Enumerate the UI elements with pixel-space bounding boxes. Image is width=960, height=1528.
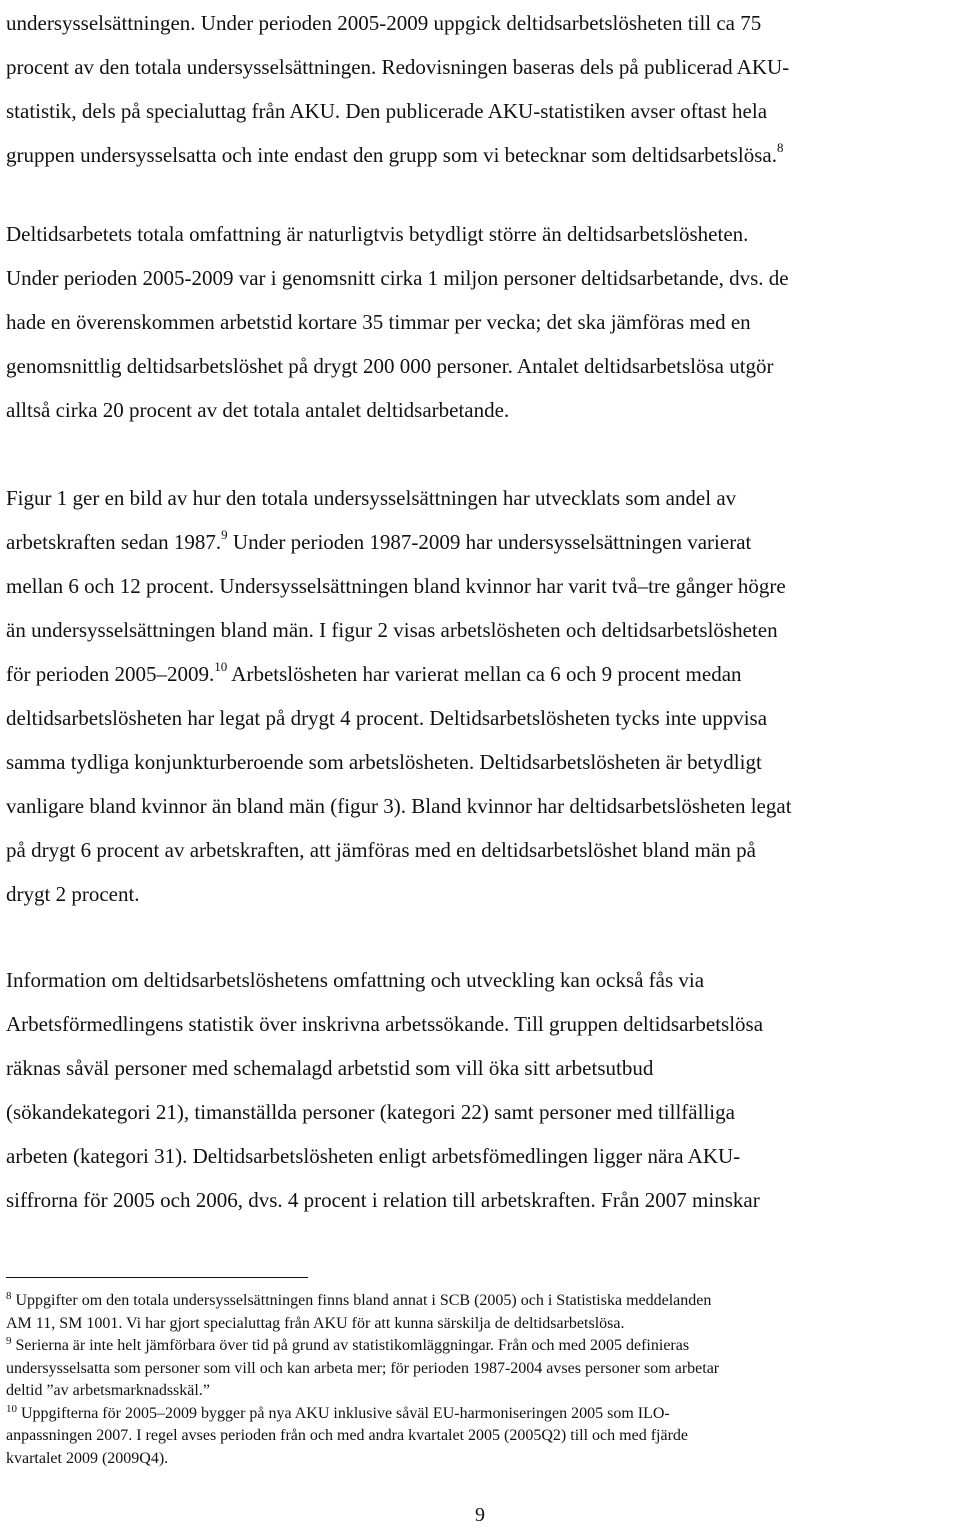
text-line: vanligare bland kvinnor än bland män (figur 3). Bland kvinnor har deltidsarbetslösheten legat (6, 794, 792, 818)
footnote-reference-8[interactable]: 8 (776, 140, 784, 155)
footnote-line: undersysselsatta som personer som vill och kan arbeta mer; för perioden 1987-2004 avses personer som arbetar (6, 1359, 720, 1377)
text-line: räknas såväl personer med schemalagd arbetstid som vill öka sitt arbetsutbud (6, 1056, 654, 1080)
footnote-line: anpassningen 2007. I regel avses perioden från och med andra kvartalet 2005 (2005Q2) till och med fjärde (6, 1427, 688, 1444)
text-line: Figur 1 ger en bild av hur den totala undersysselsättningen har utvecklats som andel av (6, 486, 737, 510)
footnote-number: 10 (6, 1402, 17, 1415)
body-paragraph-3 (6, 476, 956, 916)
text-line: på drygt 6 procent av arbetskraften, att jämföras med en deltidsarbetslöshet bland män på (6, 838, 756, 862)
footnote-number: 9 (6, 1335, 12, 1347)
text-line: (sökandekategori 21), timanställda personer (kategori 22) samt personer med tillfälliga (6, 1100, 735, 1124)
page-number: 9 (475, 1504, 485, 1526)
text-line: arbeten (kategori 31). Deltidsarbetslösheten enligt arbetsfömedlingen ligger nära AKU- (6, 1144, 741, 1168)
footnote-line: $^8$ Uppgifter om den totala undersysselsättningen finns bland annat i SCB (2005) och i Statistiska meddelanden (6, 1290, 712, 1309)
footnotes (6, 1290, 956, 1470)
footnote-line: deltid ”av arbetsmarknadsskäl.” (6, 1382, 210, 1399)
text-line: deltidsarbetslösheten har legat på drygt 4 procent. Deltidsarbetslösheten tycks inte uppvisa (6, 706, 768, 730)
text-line: statistik, dels på specialuttag från AKU. Den publicerade AKU-statistiken avser oftast hela (6, 99, 768, 123)
text-line: alltså cirka 20 procent av det totala antalet deltidsarbetande. (6, 398, 510, 422)
footnote-line: $^{10}$ Uppgifterna för 2005–2009 bygger på nya AKU inklusive såväl EU-harmoniseringen 2005 som ILO- (6, 1402, 670, 1422)
text-line: drygt 2 procent. (6, 882, 140, 906)
footnote-reference-9[interactable]: 9 (221, 527, 228, 542)
text-line: siffrorna för 2005 och 2006, dvs. 4 procent i relation till arbetskraften. Från 2007 minskar (6, 1188, 760, 1212)
text-line: samma tydliga konjunkturberoende som arbetslösheten. Deltidsarbetslösheten är betydligt (6, 750, 762, 774)
footnote-separator (6, 1277, 308, 1278)
footnote-line: $^9$ Serierna är inte helt jämförbara över tid på grund av statistikomläggningar. Från och med 2005 definieras (6, 1335, 690, 1354)
text-line: Information om deltidsarbetslöshetens omfattning och utveckling kan också fås via (6, 968, 705, 992)
body-paragraph-1 (6, 1, 956, 177)
text-line: procent av den totala undersysselsättningen. Redovisningen baseras dels på publicerad AKU- (6, 55, 790, 79)
footnote-line: kvartalet 2009 (2009Q4). (6, 1449, 169, 1467)
text-line: Arbetsförmedlingens statistik över inskrivna arbetssökande. Till gruppen deltidsarbetslösa (6, 1012, 764, 1036)
footnote-reference-10[interactable]: 10 (214, 659, 228, 674)
text-line: undersysselsättningen. Under perioden 2005-2009 uppgick deltidsarbetslösheten till ca 75 (6, 11, 762, 35)
text-line: genomsnittlig deltidsarbetslöshet på drygt 200 000 personer. Antalet deltidsarbetslösa utgör (6, 354, 774, 378)
text-line: Deltidsarbetets totala omfattning är naturligtvis betydligt större än deltidsarbetslösheten. (6, 222, 749, 246)
footnote-8 (6, 1290, 956, 1335)
text-line: gruppen undersysselsatta och inte endast den grupp som vi betecknar som deltidsarbetslösa.$^8$ (6, 140, 784, 167)
body-paragraph-4 (6, 958, 956, 1222)
body-paragraph-2 (6, 212, 956, 432)
text-line: Under perioden 2005-2009 var i genomsnitt cirka 1 miljon personer deltidsarbetande, dvs. de (6, 266, 789, 290)
text-line: för perioden 2005–2009.10 Arbetslösheten har varierat mellan ca 6 och 9 procent medan (6, 659, 742, 686)
text-line: mellan 6 och 12 procent. Undersysselsättningen bland kvinnor har varit två–tre gånger högre (6, 574, 786, 598)
text-line: än undersysselsättningen bland män. I figur 2 visas arbetslösheten och deltidsarbetslösheten (6, 618, 778, 642)
footnote-number: 8 (6, 1290, 12, 1302)
text-line: arbetskraften sedan 1987.$^9$ Under perioden 1987-2009 har undersysselsättningen varierat (6, 527, 752, 554)
footnote-line: AM 11, SM 1001. Vi har gjort specialuttag från AKU för att kunna särskilja de deltidsarbetslösa. (6, 1314, 625, 1332)
footnote-9 (6, 1335, 956, 1403)
text-line: hade en överenskommen arbetstid kortare 35 timmar per vecka; det ska jämföras med en (6, 310, 751, 334)
footnote-10 (6, 1403, 956, 1471)
